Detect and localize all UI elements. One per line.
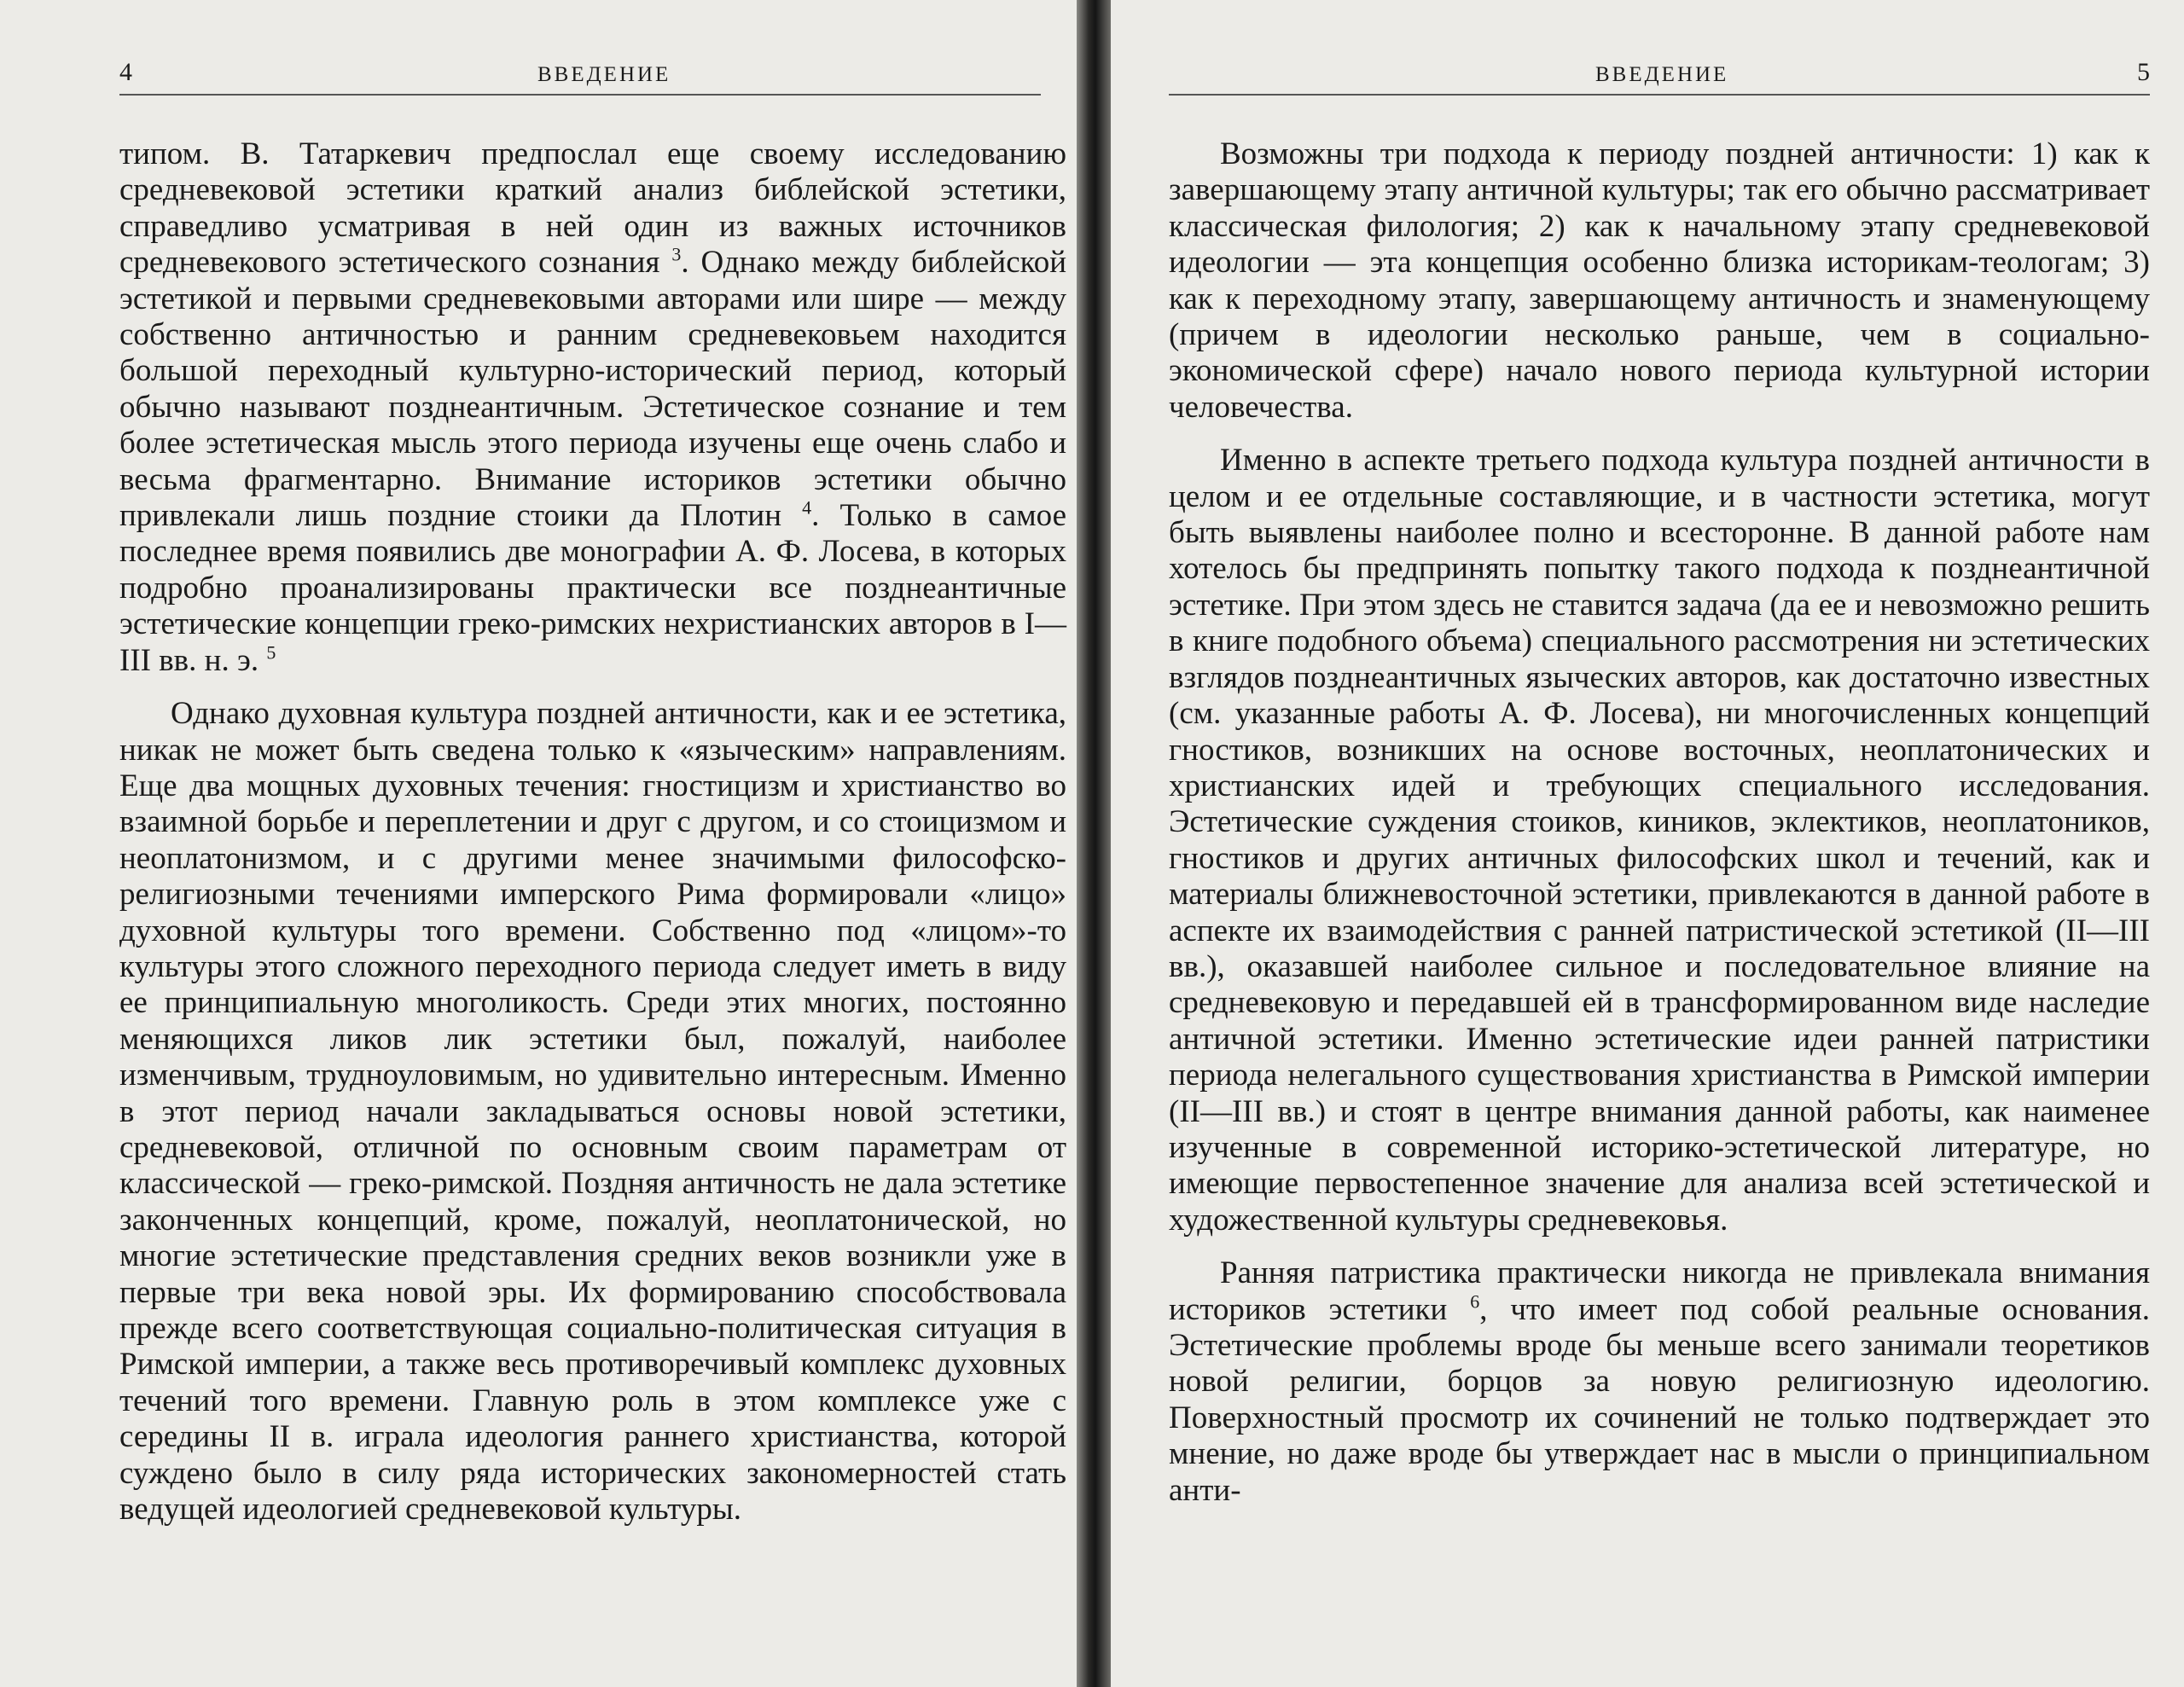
footnote-ref-6: 6	[1470, 1290, 1480, 1313]
right-page-number: 5	[2137, 58, 2150, 86]
left-page-number: 4	[119, 58, 132, 86]
footnote-ref-3: 3	[671, 243, 682, 265]
right-page-body	[1169, 136, 2150, 1509]
right-paragraph-3-part-2: , что имеет под собой реальные основания. Эстетические проблемы вроде бы меньше всего занимали теоретиков новой религии, борцов за новую религиозную идеологию. Поверхностный просмотр их сочинений не только подтверждает это мнение, но даже вроде бы утверждает нас в мысли о принципиальном анти-	[1169, 1291, 2150, 1508]
right-paragraph-3	[1169, 1255, 2150, 1509]
left-running-title: ВВЕДЕНИЕ	[537, 63, 671, 86]
left-page-body	[119, 136, 1066, 1528]
left-paragraph-1-part-1: типом. В. Татаркевич предпослал еще своему исследованию средневековой эстетики краткий анализ библейской эстетики, справедливо усматривая в ней один из важных источников средневекового эстетического сознания	[119, 136, 1066, 281]
left-paragraph-1-part-2: . Однако между библейской эстетикой и первыми средневековыми авторами или шире — между собственно античностью и ранним средневековьем находится большой переходный культурно-исторический период, который обычно называют позднеантичным. Эстетическое сознание и тем более эстетическая мысль этого периода изучены еще очень слабо и весьма фрагментарно. Внимание историков эстетики обычно привлекали лишь поздние стоики да Плотин	[119, 245, 1067, 534]
left-page-header	[119, 51, 1041, 96]
footnote-ref-5: 5	[266, 641, 276, 664]
right-paragraph-1: Возможны три подхода к периоду поздней античности: 1) как к завершающему этапу античной культуры; так его обычно рассматривает классическая филология; 2) как к начальному этапу средневековой идеологии — эта концепция особенно близка историкам-теологам; 3) как к переходному этапу, завершающему античность и знаменующему (причем в идеологии несколько раньше, чем в социально-экономической сфере) начало нового периода культурной истории человечества.	[1169, 136, 2150, 425]
right-running-title: ВВЕДЕНИЕ	[1595, 63, 1729, 86]
right-page	[1083, 0, 2184, 1687]
left-paragraph-1	[119, 136, 1066, 679]
book-gutter	[1077, 0, 1111, 1687]
left-page	[0, 0, 1083, 1687]
right-paragraph-3-part-1: Ранняя патристика практически никогда не привлекала внимания историков эстетики	[1169, 1255, 2150, 1327]
left-paragraph-2: Однако духовная культура поздней античности, как и ее эстетика, никак не может быть сведена только к «языческим» направлениям. Еще два мощных духовных течения: гностицизм и христианство во взаимной борьбе и переплетении и друг с другом, и со стоицизмом и неоплатонизмом, и с другими менее значимыми философско-религиозными течениями имперского Рима формировали «лицо» духовной культуры того времени. Собственно под «лицом»-то культуры этого сложного переходного периода следует иметь в виду ее принципиальную многоликость. Среди этих многих, постоянно меняющихся ликов лик эстетики был, пожалуй, наиболее изменчивым, трудноуловимым, но удивительно интересным. Именно в этот период начали закладываться основы новой эстетики, средневековой, отличной по основным своим параметрам от классической — греко-римской. Поздняя античность не дала эстетике законченных концепций, кроме, пожалуй, неоплатонической, но многие эстетические представления средних веков возникли уже в первые три века новой эры. Их формированию способствовала прежде всего соответствующая социально-политическая ситуация в Римской империи, а также весь противоречивый комплекс духовных течений того времени. Главную роль в этом комплексе уже с середины II в. играла идеология раннего христианства, которой суждено было в силу ряда исторических закономерностей стать ведущей идеологией средневековой культуры.	[119, 696, 1066, 1528]
right-page-header	[1169, 51, 2150, 96]
right-paragraph-2: Именно в аспекте третьего подхода культура поздней античности в целом и ее отдельные составляющие, и в частности эстетика, могут быть выявлены наиболее полно и всесторонне. В данной работе нам хотелось бы предпринять попытку такого подхода к позднеантичной эстетике. При этом здесь не ставится задача (да ее и невозможно решить в книге подобного объема) специального рассмотрения ни эстетических взглядов позднеантичных языческих авторов, как достаточно известных (см. указанные работы А. Ф. Лосева), ни многочисленных концепций гностиков, возникших на основе восточных, неоплатонических и христианских идей и требующих специального исследования. Эстетические суждения стоиков, киников, эклектиков, неоплатоников, гностиков и других античных философских школ и течений, как и материалы ближневосточной эстетики, привлекаются в данной работе в аспекте их взаимодействия с ранней патристической эстетикой (II—III вв.), оказавшей наиболее сильное и последовательное влияние на средневековую и передавшей ей в трансформированном виде наследие античной эстетики. Именно эстетические идеи ранней патристики периода нелегального существования христианства в Римской империи (II—III вв.) и стоят в центре внимания данной работы, как наименее изученные в современной историко-эстетической литературе, но имеющие первостепенное значение для анализа всей эстетической и художественной культуры средневековья.	[1169, 443, 2150, 1238]
left-paragraph-1-part-3: . Только в самое последнее время появились две монографии А. Ф. Лосева, в которых подробно проанализированы практически все позднеантичные эстетические концепции греко-римских нехристианских авторов в I—III вв. н. э.	[119, 498, 1067, 678]
footnote-ref-4: 4	[802, 496, 812, 519]
